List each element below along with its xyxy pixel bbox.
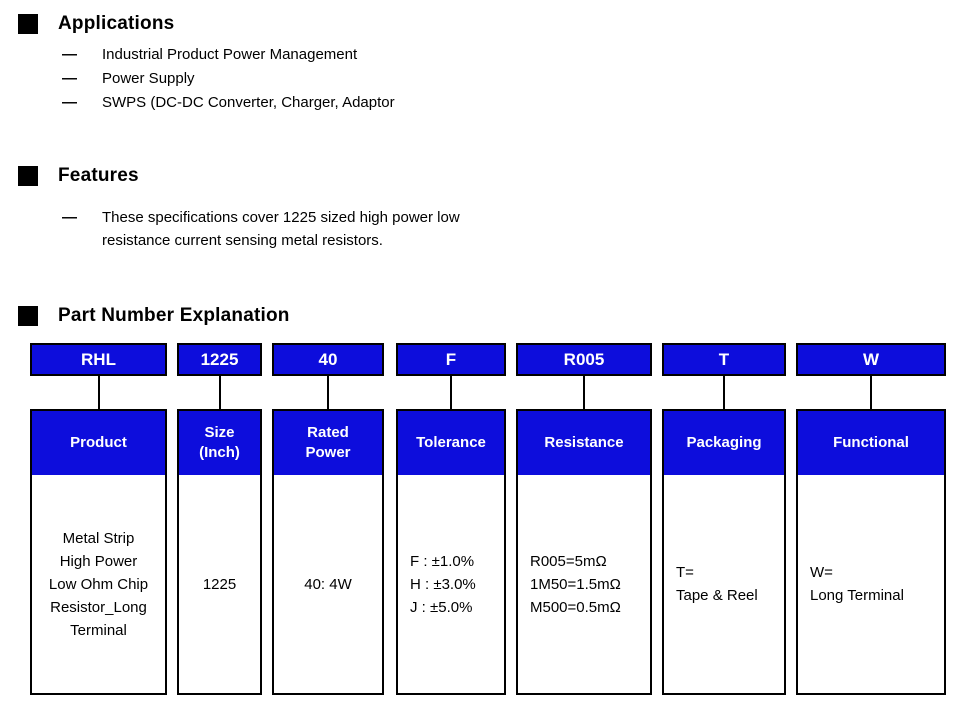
part-column-box-product (30, 409, 167, 695)
connector-line (219, 376, 221, 409)
part-column-desc-tolerance (398, 475, 504, 693)
section-bullet-square-icon (18, 166, 38, 186)
desc-line: R005=5mΩ (530, 552, 607, 570)
section-bullet-square-icon (18, 14, 38, 34)
list-item (0, 206, 962, 252)
part-column-desc-size (179, 475, 260, 693)
dash-bullet: — (62, 94, 77, 111)
features-section (0, 166, 962, 252)
part-column-label-rated-power (274, 411, 382, 475)
part-column-label-resistance (518, 411, 650, 475)
part-column-box-size (177, 409, 262, 695)
part-column-desc-functional (798, 475, 944, 693)
desc-line: 40: 4W (304, 575, 352, 593)
desc-line: J : ±5.0% (410, 598, 473, 616)
desc-line: Long Terminal (810, 587, 904, 604)
connector-line (327, 376, 329, 409)
part-column-box-packaging (662, 409, 786, 695)
part-code-box-functional: W (796, 343, 946, 376)
dash-bullet: — (62, 209, 77, 226)
label-line: Power (305, 444, 351, 461)
part-column-label-packaging (664, 411, 784, 475)
connector-line (450, 376, 452, 409)
label-line: Tolerance (416, 434, 486, 451)
part-code-box-packaging: T (662, 343, 786, 376)
part-code-box-tolerance: F (396, 343, 506, 376)
desc-line: Resistor_Long (50, 598, 147, 616)
desc-line: M500=0.5mΩ (530, 598, 621, 616)
desc-line: Metal Strip (62, 529, 135, 547)
label-line: Resistance (544, 434, 624, 451)
desc-line: Tape & Reel (676, 587, 758, 604)
connector-line (870, 376, 872, 409)
list-item-text (102, 206, 460, 252)
label-line: Functional (833, 434, 909, 451)
part-number-title: Part Number Explanation (58, 305, 290, 326)
applications-list (0, 43, 962, 115)
pn-col-functional (796, 343, 946, 695)
features-heading (0, 166, 962, 186)
connector-line (98, 376, 100, 409)
feature-line: resistance current sensing metal resistors. (102, 232, 383, 249)
pn-col-tolerance (396, 343, 506, 695)
list-item-text: Power Supply (102, 70, 195, 87)
part-column-label-product (32, 411, 165, 475)
desc-line: H : ±3.0% (410, 575, 476, 593)
part-number-diagram (0, 343, 962, 695)
pn-col-rated-power (272, 343, 384, 695)
part-column-box-functional (796, 409, 946, 695)
applications-title: Applications (58, 13, 175, 34)
desc-line: High Power (59, 552, 138, 570)
list-item-text: SWPS (DC-DC Converter, Charger, Adaptor (102, 94, 395, 111)
desc-line: 1M50=1.5mΩ (530, 575, 621, 593)
label-line: Size (204, 424, 235, 441)
pn-col-resistance (516, 343, 652, 695)
part-column-desc-packaging (664, 475, 784, 693)
part-number-heading (0, 306, 962, 326)
part-code-box-product: RHL (30, 343, 167, 376)
desc-line: 1225 (202, 575, 237, 593)
applications-section (0, 14, 962, 115)
part-code-box-rated-power: 40 (272, 343, 384, 376)
desc-line: Terminal (70, 621, 127, 639)
applications-heading (0, 14, 962, 34)
part-column-box-resistance (516, 409, 652, 695)
features-list (0, 206, 962, 252)
part-code-box-size: 1225 (177, 343, 262, 376)
desc-line: Low Ohm Chip (48, 575, 149, 593)
desc-line: T= (676, 564, 694, 581)
part-code-box-resistance: R005 (516, 343, 652, 376)
part-column-box-tolerance (396, 409, 506, 695)
part-column-desc-product (32, 475, 165, 693)
part-column-label-tolerance (398, 411, 504, 475)
dash-bullet: — (62, 46, 77, 63)
feature-line: These specifications cover 1225 sized high power low (102, 209, 460, 226)
connector-line (583, 376, 585, 409)
list-item (0, 43, 962, 67)
list-item (0, 67, 962, 91)
desc-line: F : ±1.0% (410, 552, 475, 570)
connector-line (723, 376, 725, 409)
list-item (0, 91, 962, 115)
list-item-text: Industrial Product Power Management (102, 46, 358, 63)
part-column-label-size (179, 411, 260, 475)
desc-line: W= (810, 564, 833, 581)
dash-bullet: — (62, 70, 77, 87)
label-line: Product (70, 434, 127, 451)
part-column-label-functional (798, 411, 944, 475)
features-title: Features (58, 165, 139, 186)
pn-col-product (30, 343, 167, 695)
label-line: (Inch) (199, 444, 240, 461)
pn-col-size (177, 343, 262, 695)
label-line: Packaging (686, 434, 762, 451)
part-column-box-rated-power (272, 409, 384, 695)
pn-col-packaging (662, 343, 786, 695)
label-line: Rated (307, 424, 349, 441)
part-column-desc-resistance (518, 475, 650, 693)
part-column-desc-rated-power (274, 475, 382, 693)
section-bullet-square-icon (18, 306, 38, 326)
part-number-section (0, 306, 962, 326)
